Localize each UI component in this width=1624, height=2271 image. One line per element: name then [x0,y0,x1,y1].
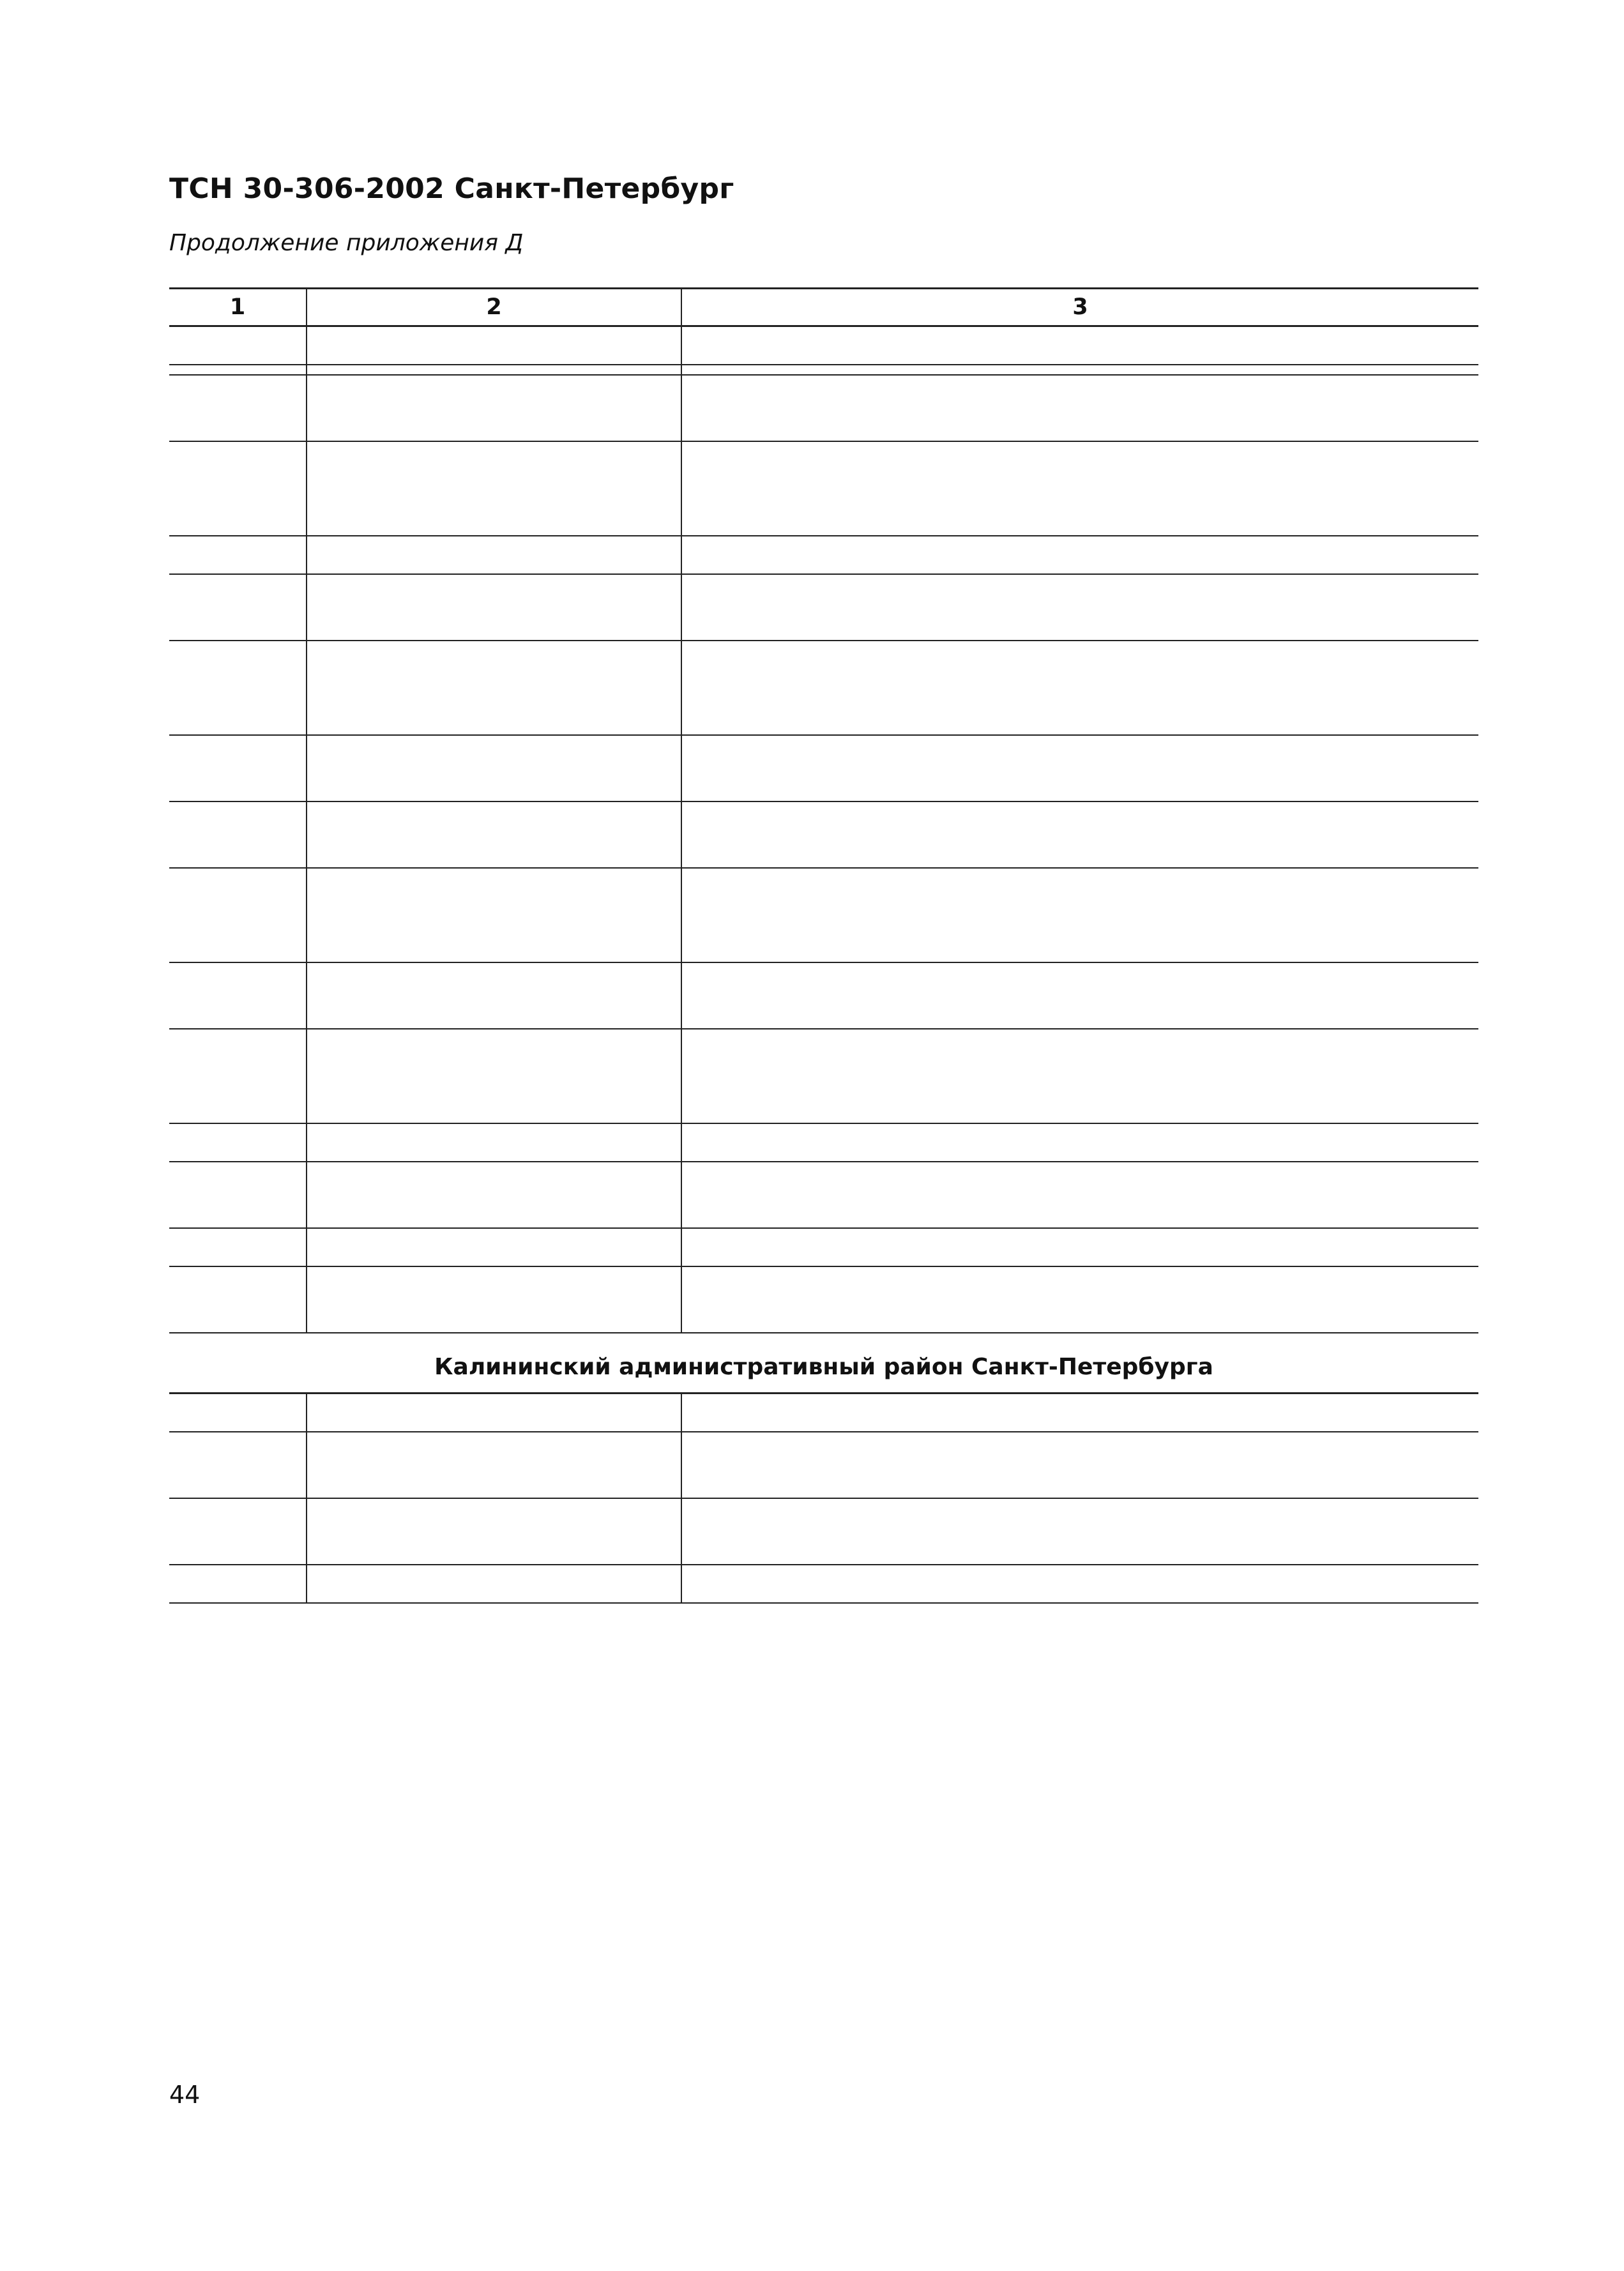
block-code [307,1271,441,1299]
block-code [307,1128,441,1156]
block-code [307,540,441,568]
block-codes [307,1432,681,1498]
block-code [441,995,575,1023]
table-row [169,735,1478,801]
block-code [575,607,665,635]
block-code-row [307,474,681,502]
block-code-row [307,673,681,701]
block-code-row [307,1194,681,1222]
block-codes [307,1228,681,1266]
block-code-row [307,1271,681,1299]
boundary-description [681,962,1478,1029]
block-code-row [307,806,681,834]
block-code [307,446,441,474]
boundary-description [681,1123,1478,1162]
row-number [169,1162,307,1228]
boundary-description [681,1498,1478,1565]
row-number [169,962,307,1029]
block-code [307,579,441,607]
block-code [307,834,441,862]
row-number [169,375,307,441]
block-code [307,1061,441,1090]
block-code-row [307,1398,681,1426]
row-number [169,735,307,801]
block-code [441,1398,575,1426]
block-code-row [307,1436,681,1464]
table-row [169,365,1478,375]
table-row [169,868,1478,962]
block-code-row [307,929,681,957]
row-number [169,1394,307,1432]
table-row [169,375,1478,441]
table-row [169,1162,1478,1228]
boundary-description [681,735,1478,801]
row-number [169,1432,307,1498]
block-codes [307,441,681,536]
block-codes [307,326,681,365]
column-header-2: 2 [307,289,681,326]
table-row [169,962,1478,1029]
block-code [441,540,575,568]
column-header-1: 1 [169,289,307,326]
table-row [169,441,1478,536]
table-row [169,1565,1478,1603]
block-codes [307,574,681,641]
block-code-row [307,900,681,929]
block-code-row [307,1166,681,1194]
table-row [169,1029,1478,1123]
table-row [169,574,1478,641]
block-code [307,607,441,635]
table-row [169,1498,1478,1565]
block-code-row [307,740,681,768]
boundary-description [681,326,1478,365]
block-codes [307,641,681,735]
block-code [441,607,575,635]
block-code [307,1090,441,1118]
block-code [307,1299,441,1327]
block-code [307,1033,441,1061]
block-code [307,1436,441,1464]
appendix-continuation: Продолжение приложения Д [169,230,524,256]
block-code [575,540,665,568]
row-number [169,1565,307,1603]
table-row [169,1394,1478,1432]
block-code [441,645,575,673]
boundary-description [681,1432,1478,1498]
block-code-row [307,579,681,607]
block-codes [307,1565,681,1603]
section-row [169,1333,1478,1394]
block-code [575,673,665,701]
row-number [169,574,307,641]
row-number [169,801,307,868]
boundary-description [681,641,1478,735]
block-code-row [307,1128,681,1156]
block-code-row [307,407,681,436]
block-codes [307,1123,681,1162]
row-number [169,1228,307,1266]
block-code [575,1233,665,1261]
block-codes [307,536,681,574]
table-body-kalininsky [169,1394,1478,1604]
block-code-row [307,995,681,1023]
block-code-row [307,540,681,568]
block-code-row [307,331,681,359]
block-code [307,740,441,768]
table-row [169,536,1478,574]
block-code [441,768,575,796]
block-code-row [307,834,681,862]
column-header-3: 3 [681,289,1478,326]
block-code-row [307,379,681,407]
block-code [307,929,441,957]
block-code [575,474,665,502]
table-row [169,801,1478,868]
block-codes [307,365,681,375]
boundary-description [681,441,1478,536]
table-row [169,1123,1478,1162]
page-number: 44 [169,2081,201,2109]
block-code [307,645,441,673]
block-code-row [307,1033,681,1061]
block-code-row [307,1464,681,1492]
block-codes [307,868,681,962]
block-code [307,701,441,729]
block-code [441,446,575,474]
block-code [441,1299,575,1327]
block-code-row [307,967,681,995]
row-number [169,1029,307,1123]
block-codes [307,962,681,1029]
block-codes [307,801,681,868]
block-code [307,1233,441,1261]
block-codes [307,1029,681,1123]
block-code [575,768,665,796]
block-code [307,407,441,436]
block-codes [307,1162,681,1228]
block-code [575,1398,665,1426]
block-code-row [307,1531,681,1559]
block-code-row [307,1061,681,1090]
block-code [307,806,441,834]
block-code [575,645,665,673]
table-row [169,641,1478,735]
block-code [441,967,575,995]
table-row [169,1266,1478,1333]
block-code [575,502,665,530]
block-code [307,1166,441,1194]
block-code [575,806,665,834]
block-code-row [307,607,681,635]
block-code [307,1194,441,1222]
block-code [575,701,665,729]
block-code [307,995,441,1023]
district-boundaries-table [169,287,1478,1604]
block-codes [307,1498,681,1565]
row-number [169,1266,307,1333]
block-code [307,1503,441,1531]
block-code [307,379,441,407]
block-code-row [307,645,681,673]
block-code [441,740,575,768]
block-code-row [307,1299,681,1327]
row-number [169,1498,307,1565]
block-code [441,701,575,729]
block-code [441,673,575,701]
block-codes [307,1266,681,1333]
block-code [307,502,441,530]
boundary-description [681,868,1478,962]
block-code [441,872,575,900]
table-row [169,1432,1478,1498]
block-code [441,806,575,834]
block-code [441,579,575,607]
boundary-description [681,536,1478,574]
block-code [307,1464,441,1492]
block-code-row [307,502,681,530]
block-code [307,1569,441,1597]
block-code [441,474,575,502]
block-code [307,331,441,359]
block-code [307,900,441,929]
boundary-description [681,1228,1478,1266]
row-number [169,1123,307,1162]
boundary-description [681,574,1478,641]
block-code [575,446,665,474]
row-number [169,536,307,574]
block-code [307,673,441,701]
boundary-description [681,1266,1478,1333]
row-number [169,326,307,365]
block-codes [307,1394,681,1432]
block-codes [307,375,681,441]
row-number [169,365,307,375]
boundary-description [681,1162,1478,1228]
boundary-description [681,801,1478,868]
boundary-description [681,1029,1478,1123]
row-number [169,441,307,536]
section-title: Калининский административный район Санкт-Петербурга [169,1333,1478,1394]
table-row [169,1228,1478,1266]
block-code [307,1531,441,1559]
block-code [307,872,441,900]
block-code [307,1398,441,1426]
block-code-row [307,1090,681,1118]
block-code [575,740,665,768]
block-code-row [307,1569,681,1597]
table-body-vyborgsky [169,326,1478,1333]
row-number [169,641,307,735]
block-code-row [307,446,681,474]
block-code-row [307,768,681,796]
block-code [307,967,441,995]
block-code-row [307,1503,681,1531]
table-row [169,326,1478,365]
table-header-row [169,289,1478,326]
document-title: ТСН 30-306-2002 Санкт-Петербург [169,172,734,205]
block-code [307,768,441,796]
block-code-row [307,872,681,900]
boundary-description [681,375,1478,441]
boundary-description [681,1565,1478,1603]
row-number [169,868,307,962]
block-code [441,834,575,862]
block-codes [307,735,681,801]
block-code [441,502,575,530]
block-code [441,1233,575,1261]
boundary-description [681,365,1478,375]
block-code [307,474,441,502]
block-code-row [307,701,681,729]
boundary-description [681,1394,1478,1432]
block-code-row [307,1233,681,1261]
